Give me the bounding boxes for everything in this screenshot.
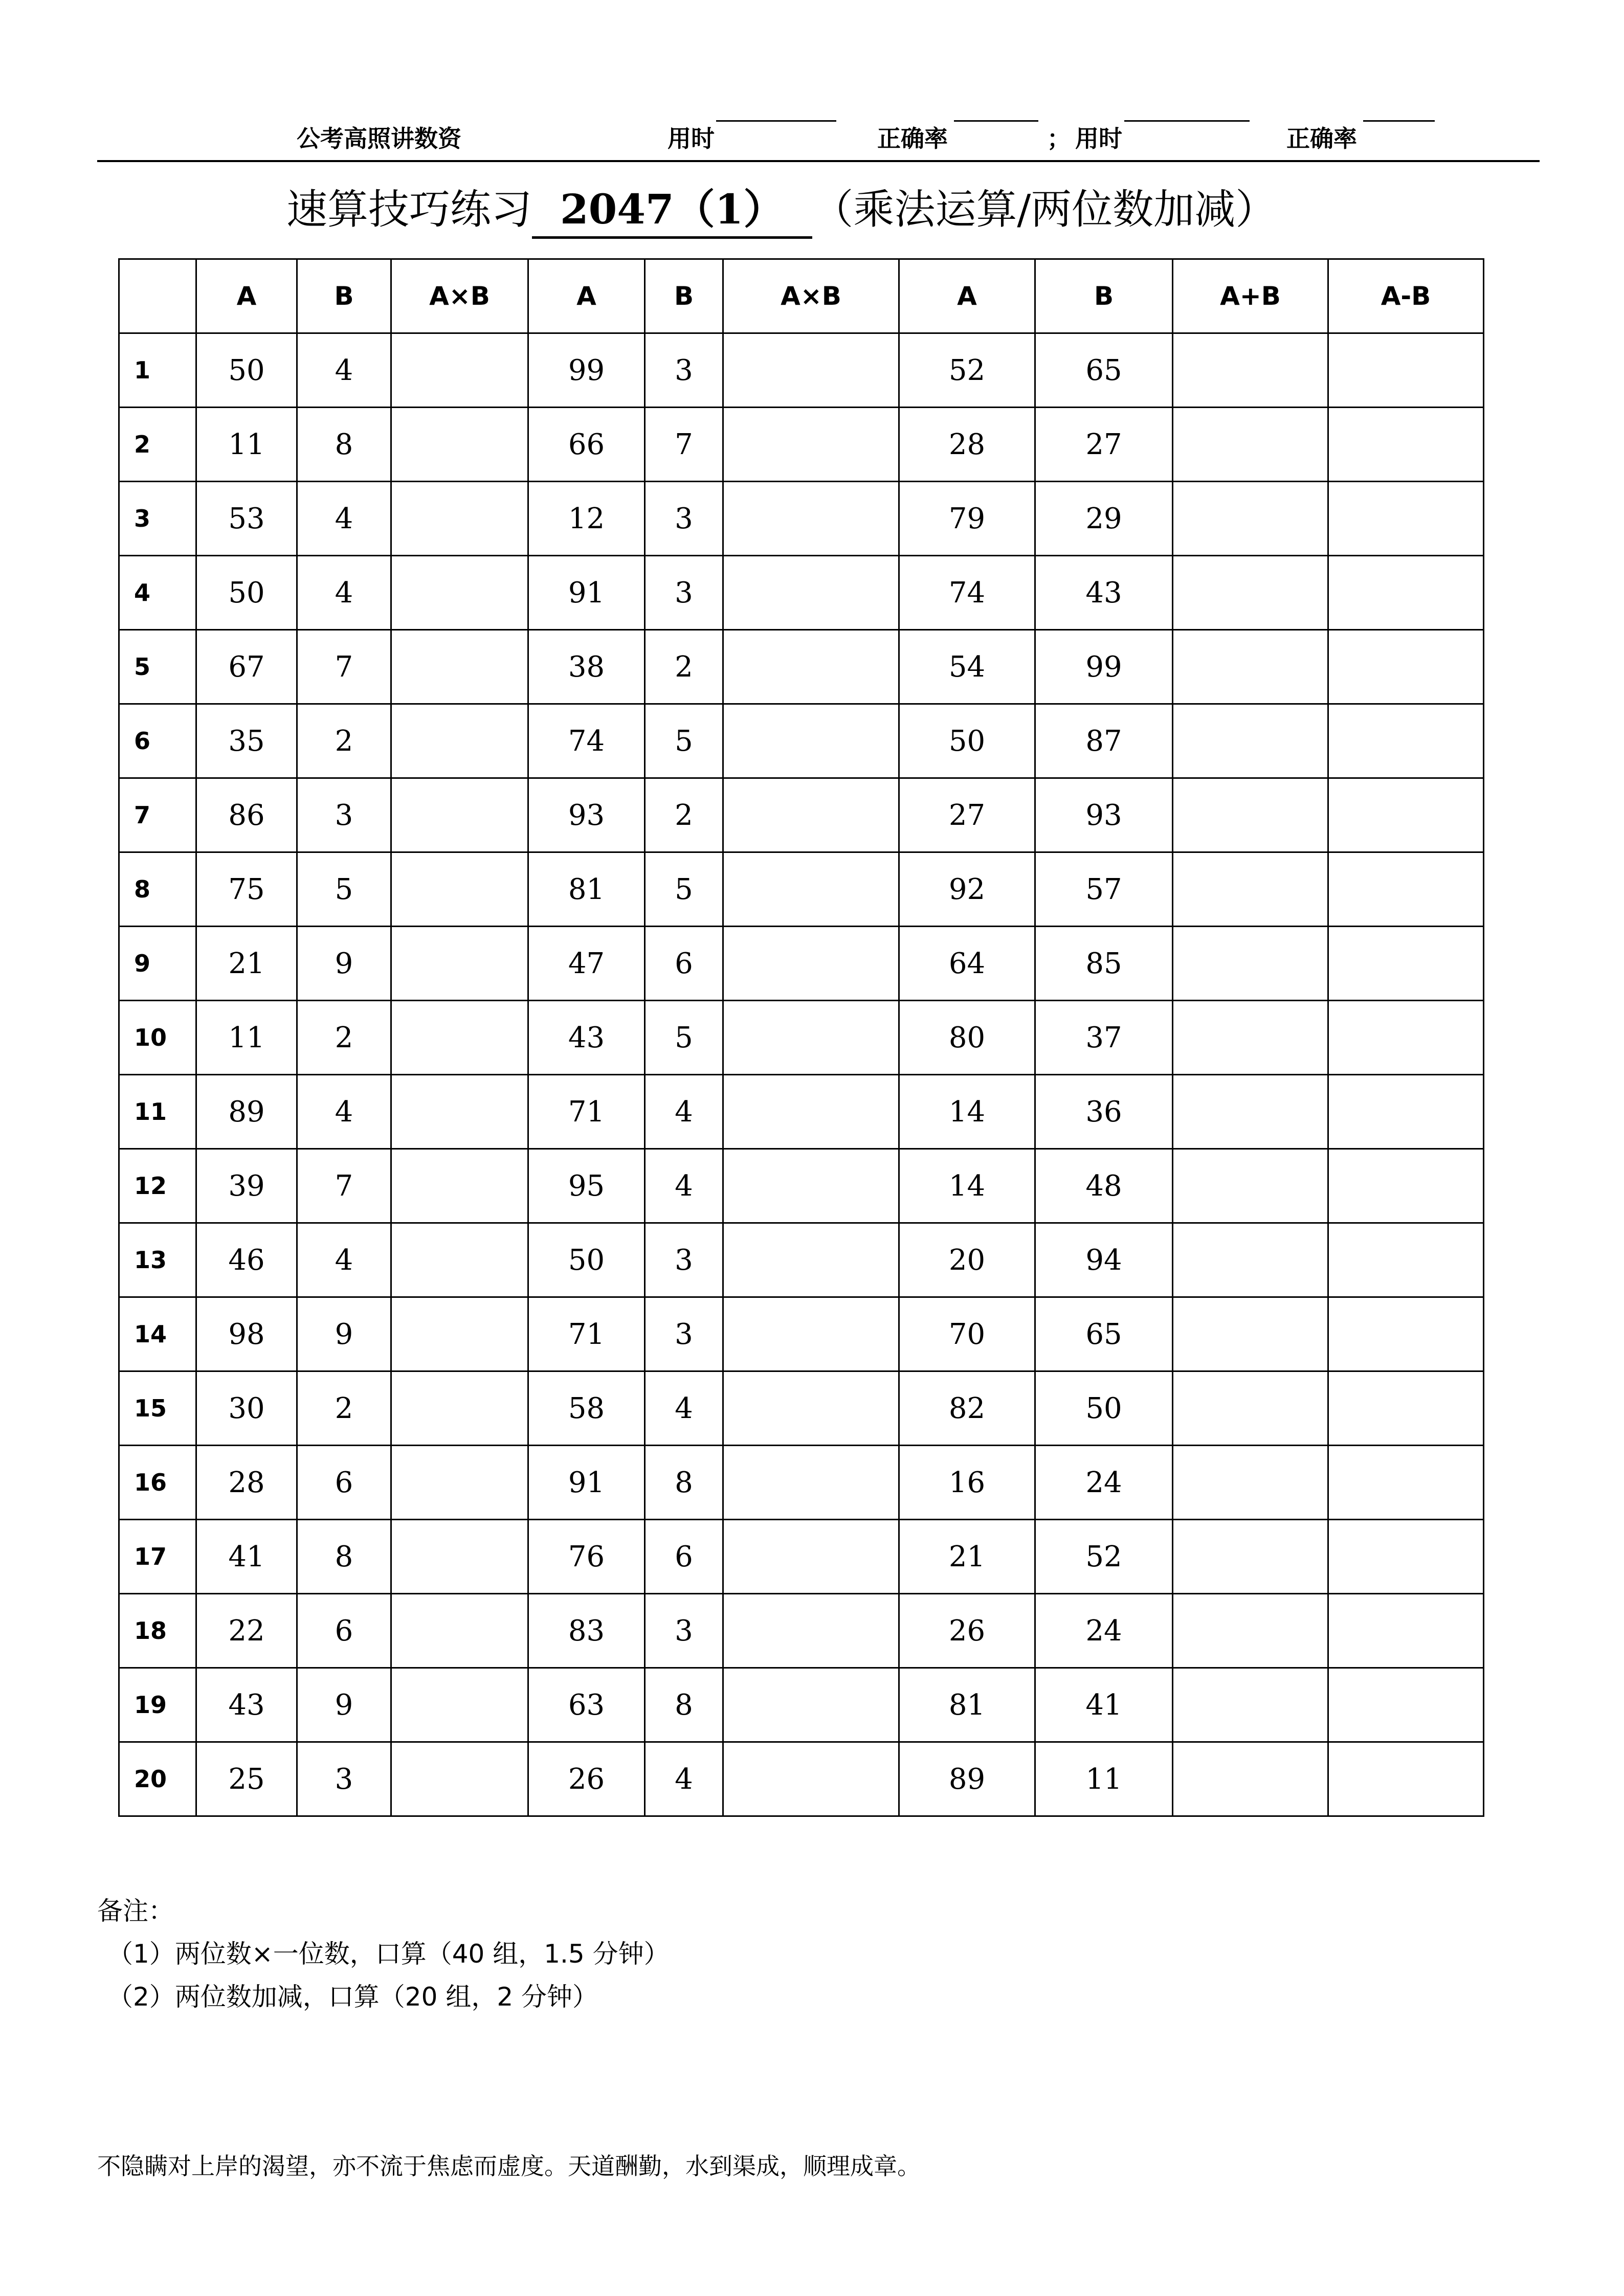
operand-a-cell: 35 [196, 704, 297, 778]
answer-difference-cell[interactable] [1328, 1668, 1484, 1742]
answer-product-cell[interactable] [391, 1001, 528, 1075]
operand-b-cell: 93 [1035, 778, 1173, 852]
row-number: 10 [119, 1001, 196, 1075]
operand-a-cell: 98 [196, 1297, 297, 1371]
answer-sum-cell[interactable] [1173, 778, 1328, 852]
answer-product-cell[interactable] [391, 927, 528, 1001]
answer-product-cell[interactable] [723, 1520, 899, 1594]
operand-a-cell: 50 [528, 1223, 645, 1297]
answer-difference-cell[interactable] [1328, 1297, 1484, 1371]
row-number: 8 [119, 852, 196, 927]
table-row [119, 1668, 1484, 1742]
operand-a-cell: 26 [528, 1742, 645, 1816]
operand-a-cell: 91 [528, 556, 645, 630]
answer-difference-cell[interactable] [1328, 778, 1484, 852]
operand-b-cell: 29 [1035, 482, 1173, 556]
operand-a-cell: 89 [196, 1075, 297, 1149]
row-number: 3 [119, 482, 196, 556]
row-number: 5 [119, 630, 196, 704]
answer-sum-cell[interactable] [1173, 1149, 1328, 1223]
operand-b-cell: 6 [645, 927, 723, 1001]
column-header: A+B [1173, 259, 1328, 333]
operand-a-cell: 25 [196, 1742, 297, 1816]
operand-a-cell: 16 [899, 1446, 1035, 1520]
table-row [119, 1594, 1484, 1668]
operand-b-cell: 2 [645, 778, 723, 852]
answer-product-cell[interactable] [723, 1223, 899, 1297]
column-header: A [196, 259, 297, 333]
operand-a-cell: 41 [196, 1520, 297, 1594]
page-title [286, 176, 1276, 239]
operand-a-cell: 76 [528, 1520, 645, 1594]
row-number: 2 [119, 408, 196, 482]
column-header: A×B [391, 259, 528, 333]
answer-product-cell[interactable] [723, 556, 899, 630]
operand-b-cell: 2 [645, 630, 723, 704]
answer-sum-cell[interactable] [1173, 1371, 1328, 1446]
operand-a-cell: 86 [196, 778, 297, 852]
operand-a-cell: 83 [528, 1594, 645, 1668]
operand-a-cell: 50 [899, 704, 1035, 778]
operand-b-cell: 65 [1035, 333, 1173, 408]
operand-a-cell: 63 [528, 1668, 645, 1742]
answer-product-cell[interactable] [723, 1371, 899, 1446]
operand-a-cell: 43 [196, 1668, 297, 1742]
operand-a-cell: 22 [196, 1594, 297, 1668]
answer-sum-cell[interactable] [1173, 704, 1328, 778]
answer-difference-cell[interactable] [1328, 630, 1484, 704]
source-label: 公考高照讲数资 [297, 125, 461, 152]
operand-a-cell: 14 [899, 1075, 1035, 1149]
answer-product-cell[interactable] [723, 1446, 899, 1520]
operand-a-cell: 89 [899, 1742, 1035, 1816]
accuracy-blank-1[interactable] [954, 120, 1038, 122]
answer-product-cell[interactable] [723, 630, 899, 704]
operand-b-cell: 65 [1035, 1297, 1173, 1371]
row-number: 18 [119, 1594, 196, 1668]
answer-product-cell[interactable] [391, 1668, 528, 1742]
operand-b-cell: 9 [297, 1297, 391, 1371]
row-number: 11 [119, 1075, 196, 1149]
answer-sum-cell[interactable] [1173, 1742, 1328, 1816]
operand-a-cell: 79 [899, 482, 1035, 556]
answer-product-cell[interactable] [723, 852, 899, 927]
answer-sum-cell[interactable] [1173, 1520, 1328, 1594]
answer-sum-cell[interactable] [1173, 630, 1328, 704]
operand-b-cell: 8 [297, 408, 391, 482]
operand-a-cell: 30 [196, 1371, 297, 1446]
answer-product-cell[interactable] [723, 1075, 899, 1149]
operand-b-cell: 8 [297, 1520, 391, 1594]
operand-b-cell: 41 [1035, 1668, 1173, 1742]
row-number: 6 [119, 704, 196, 778]
operand-a-cell: 80 [899, 1001, 1035, 1075]
operand-a-cell: 93 [528, 778, 645, 852]
operand-b-cell: 2 [297, 1371, 391, 1446]
operand-a-cell: 21 [899, 1520, 1035, 1594]
operand-a-cell: 52 [899, 333, 1035, 408]
operand-a-cell: 81 [528, 852, 645, 927]
answer-product-cell[interactable] [723, 778, 899, 852]
answer-product-cell[interactable] [391, 1742, 528, 1816]
answer-product-cell[interactable] [391, 778, 528, 852]
row-number: 20 [119, 1742, 196, 1816]
answer-product-cell[interactable] [723, 927, 899, 1001]
operand-a-cell: 92 [899, 852, 1035, 927]
operand-b-cell: 24 [1035, 1594, 1173, 1668]
footer-motto: 不隐瞒对上岸的渴望，亦不流于焦虑而虚度。天道酬勤，水到渠成，顺理成章。 [97, 2152, 921, 2180]
answer-difference-cell[interactable] [1328, 1520, 1484, 1594]
operand-a-cell: 71 [528, 1075, 645, 1149]
operand-b-cell: 4 [645, 1149, 723, 1223]
table-row [119, 482, 1484, 556]
row-number: 7 [119, 778, 196, 852]
answer-product-cell[interactable] [723, 482, 899, 556]
header-bar [97, 120, 1540, 156]
operand-b-cell: 3 [645, 1223, 723, 1297]
answer-sum-cell[interactable] [1173, 1446, 1328, 1520]
answer-difference-cell[interactable] [1328, 1075, 1484, 1149]
answer-sum-cell[interactable] [1173, 1594, 1328, 1668]
operand-b-cell: 4 [645, 1075, 723, 1149]
time-label-1: 用时 [668, 125, 715, 152]
accuracy-label-2: 正确率 [1286, 125, 1357, 152]
operand-b-cell: 6 [645, 1520, 723, 1594]
table-row [119, 556, 1484, 630]
notes-heading: 备注： [97, 1896, 174, 1926]
operand-a-cell: 58 [528, 1371, 645, 1446]
answer-product-cell[interactable] [391, 1149, 528, 1223]
time-blank-1[interactable] [716, 120, 836, 122]
table-row [119, 630, 1484, 704]
accuracy-blank-2[interactable] [1363, 120, 1435, 122]
operand-b-cell: 94 [1035, 1223, 1173, 1297]
row-number: 12 [119, 1149, 196, 1223]
row-number: 9 [119, 927, 196, 1001]
operand-a-cell: 21 [196, 927, 297, 1001]
operand-a-cell: 14 [899, 1149, 1035, 1223]
operand-b-cell: 27 [1035, 408, 1173, 482]
answer-sum-cell[interactable] [1173, 852, 1328, 927]
practice-table [118, 258, 1484, 1817]
operand-b-cell: 11 [1035, 1742, 1173, 1816]
operand-a-cell: 74 [528, 704, 645, 778]
time-blank-2[interactable] [1124, 120, 1250, 122]
answer-product-cell[interactable] [391, 1594, 528, 1668]
separator: ； [1047, 125, 1071, 152]
column-header: A [899, 259, 1035, 333]
row-number: 1 [119, 333, 196, 408]
notes [97, 1889, 670, 2018]
title-suffix: （乘法运算/两位数加减） [812, 186, 1277, 233]
operand-a-cell: 75 [196, 852, 297, 927]
operand-b-cell: 4 [297, 1223, 391, 1297]
operand-b-cell: 4 [645, 1742, 723, 1816]
table-row [119, 1223, 1484, 1297]
operand-a-cell: 11 [196, 1001, 297, 1075]
answer-sum-cell[interactable] [1173, 482, 1328, 556]
operand-b-cell: 3 [645, 333, 723, 408]
answer-sum-cell[interactable] [1173, 556, 1328, 630]
operand-b-cell: 6 [297, 1446, 391, 1520]
row-number: 15 [119, 1371, 196, 1446]
operand-a-cell: 95 [528, 1149, 645, 1223]
operand-b-cell: 3 [645, 556, 723, 630]
operand-a-cell: 12 [528, 482, 645, 556]
answer-difference-cell[interactable] [1328, 1371, 1484, 1446]
operand-b-cell: 5 [645, 852, 723, 927]
operand-b-cell: 8 [645, 1446, 723, 1520]
column-header: B [1035, 259, 1173, 333]
table-row [119, 1742, 1484, 1816]
operand-b-cell: 3 [645, 482, 723, 556]
answer-difference-cell[interactable] [1328, 852, 1484, 927]
table-row [119, 704, 1484, 778]
operand-b-cell: 57 [1035, 852, 1173, 927]
operand-a-cell: 11 [196, 408, 297, 482]
answer-product-cell[interactable] [391, 408, 528, 482]
operand-b-cell: 43 [1035, 556, 1173, 630]
column-header [119, 259, 196, 333]
table-row [119, 852, 1484, 927]
answer-product-cell[interactable] [391, 1075, 528, 1149]
row-number: 16 [119, 1446, 196, 1520]
table-header-row [119, 259, 1484, 333]
operand-b-cell: 5 [297, 852, 391, 927]
operand-b-cell: 7 [297, 630, 391, 704]
operand-b-cell: 36 [1035, 1075, 1173, 1149]
operand-b-cell: 8 [645, 1668, 723, 1742]
answer-difference-cell[interactable] [1328, 482, 1484, 556]
header-divider [97, 160, 1540, 162]
answer-sum-cell[interactable] [1173, 333, 1328, 408]
answer-product-cell[interactable] [391, 1223, 528, 1297]
table-row [119, 1371, 1484, 1446]
operand-a-cell: 50 [196, 556, 297, 630]
operand-b-cell: 9 [297, 927, 391, 1001]
operand-b-cell: 4 [297, 556, 391, 630]
operand-b-cell: 99 [1035, 630, 1173, 704]
answer-difference-cell[interactable] [1328, 333, 1484, 408]
operand-a-cell: 27 [899, 778, 1035, 852]
operand-b-cell: 87 [1035, 704, 1173, 778]
answer-product-cell[interactable] [723, 1297, 899, 1371]
answer-product-cell[interactable] [723, 1001, 899, 1075]
answer-sum-cell[interactable] [1173, 1001, 1328, 1075]
operand-a-cell: 82 [899, 1371, 1035, 1446]
table-row [119, 408, 1484, 482]
operand-b-cell: 7 [645, 408, 723, 482]
row-number: 14 [119, 1297, 196, 1371]
answer-product-cell[interactable] [391, 556, 528, 630]
column-header: B [297, 259, 391, 333]
answer-product-cell[interactable] [391, 704, 528, 778]
operand-b-cell: 37 [1035, 1001, 1173, 1075]
table-row [119, 333, 1484, 408]
operand-a-cell: 43 [528, 1001, 645, 1075]
operand-b-cell: 5 [645, 1001, 723, 1075]
operand-a-cell: 54 [899, 630, 1035, 704]
answer-difference-cell[interactable] [1328, 1742, 1484, 1816]
operand-a-cell: 99 [528, 333, 645, 408]
operand-a-cell: 74 [899, 556, 1035, 630]
operand-a-cell: 91 [528, 1446, 645, 1520]
table-row [119, 927, 1484, 1001]
operand-a-cell: 67 [196, 630, 297, 704]
accuracy-label-1: 正确率 [877, 125, 948, 152]
operand-a-cell: 50 [196, 333, 297, 408]
answer-difference-cell[interactable] [1328, 1223, 1484, 1297]
answer-product-cell[interactable] [723, 1594, 899, 1668]
answer-product-cell[interactable] [723, 408, 899, 482]
row-number: 19 [119, 1668, 196, 1742]
answer-difference-cell[interactable] [1328, 927, 1484, 1001]
title-prefix: 速算技巧练习 [286, 186, 532, 233]
operand-b-cell: 3 [297, 1742, 391, 1816]
operand-b-cell: 3 [645, 1297, 723, 1371]
answer-difference-cell[interactable] [1328, 1594, 1484, 1668]
answer-product-cell[interactable] [391, 1371, 528, 1446]
answer-product-cell[interactable] [723, 1742, 899, 1816]
answer-difference-cell[interactable] [1328, 556, 1484, 630]
operand-a-cell: 28 [196, 1446, 297, 1520]
answer-difference-cell[interactable] [1328, 1001, 1484, 1075]
time-label-2: 用时 [1075, 125, 1122, 152]
table-row [119, 1075, 1484, 1149]
answer-difference-cell[interactable] [1328, 704, 1484, 778]
answer-product-cell[interactable] [723, 333, 899, 408]
operand-a-cell: 28 [899, 408, 1035, 482]
row-number: 4 [119, 556, 196, 630]
answer-product-cell[interactable] [391, 852, 528, 927]
operand-a-cell: 46 [196, 1223, 297, 1297]
operand-a-cell: 20 [899, 1223, 1035, 1297]
answer-sum-cell[interactable] [1173, 408, 1328, 482]
answer-product-cell[interactable] [723, 704, 899, 778]
operand-a-cell: 70 [899, 1297, 1035, 1371]
operand-a-cell: 53 [196, 482, 297, 556]
operand-a-cell: 71 [528, 1297, 645, 1371]
operand-b-cell: 5 [645, 704, 723, 778]
operand-b-cell: 48 [1035, 1149, 1173, 1223]
operand-b-cell: 7 [297, 1149, 391, 1223]
operand-b-cell: 6 [297, 1594, 391, 1668]
column-header: A [528, 259, 645, 333]
operand-a-cell: 81 [899, 1668, 1035, 1742]
answer-sum-cell[interactable] [1173, 1223, 1328, 1297]
answer-sum-cell[interactable] [1173, 1075, 1328, 1149]
answer-product-cell[interactable] [723, 1149, 899, 1223]
operand-b-cell: 2 [297, 704, 391, 778]
operand-a-cell: 38 [528, 630, 645, 704]
operand-b-cell: 9 [297, 1668, 391, 1742]
column-header: A-B [1328, 259, 1484, 333]
table-row [119, 778, 1484, 852]
column-header: A×B [723, 259, 899, 333]
answer-product-cell[interactable] [391, 1520, 528, 1594]
answer-difference-cell[interactable] [1328, 1149, 1484, 1223]
answer-product-cell[interactable] [391, 333, 528, 408]
operand-b-cell: 52 [1035, 1520, 1173, 1594]
operand-a-cell: 26 [899, 1594, 1035, 1668]
operand-a-cell: 47 [528, 927, 645, 1001]
answer-product-cell[interactable] [391, 1446, 528, 1520]
table-row [119, 1149, 1484, 1223]
row-number: 13 [119, 1223, 196, 1297]
operand-b-cell: 4 [297, 333, 391, 408]
operand-b-cell: 85 [1035, 927, 1173, 1001]
answer-difference-cell[interactable] [1328, 1446, 1484, 1520]
answer-sum-cell[interactable] [1173, 927, 1328, 1001]
table-row [119, 1446, 1484, 1520]
operand-a-cell: 64 [899, 927, 1035, 1001]
operand-b-cell: 4 [297, 482, 391, 556]
answer-product-cell[interactable] [391, 1297, 528, 1371]
row-number: 17 [119, 1520, 196, 1594]
operand-b-cell: 50 [1035, 1371, 1173, 1446]
operand-b-cell: 4 [297, 1075, 391, 1149]
answer-sum-cell[interactable] [1173, 1668, 1328, 1742]
notes-line-1: （1）两位数×一位数，口算（40 组，1.5 分钟） [107, 1939, 670, 1969]
title-code: 2047（1） [532, 176, 812, 239]
answer-product-cell[interactable] [723, 1668, 899, 1742]
operand-b-cell: 3 [645, 1594, 723, 1668]
operand-b-cell: 2 [297, 1001, 391, 1075]
operand-b-cell: 3 [297, 778, 391, 852]
operand-b-cell: 4 [645, 1371, 723, 1446]
operand-b-cell: 24 [1035, 1446, 1173, 1520]
answer-product-cell[interactable] [391, 482, 528, 556]
notes-line-2: （2）两位数加减，口算（20 组，2 分钟） [107, 1982, 598, 2012]
table-row [119, 1520, 1484, 1594]
answer-difference-cell[interactable] [1328, 408, 1484, 482]
table-row [119, 1297, 1484, 1371]
answer-product-cell[interactable] [391, 630, 528, 704]
answer-sum-cell[interactable] [1173, 1297, 1328, 1371]
column-header: B [645, 259, 723, 333]
operand-a-cell: 66 [528, 408, 645, 482]
table-row [119, 1001, 1484, 1075]
operand-a-cell: 39 [196, 1149, 297, 1223]
